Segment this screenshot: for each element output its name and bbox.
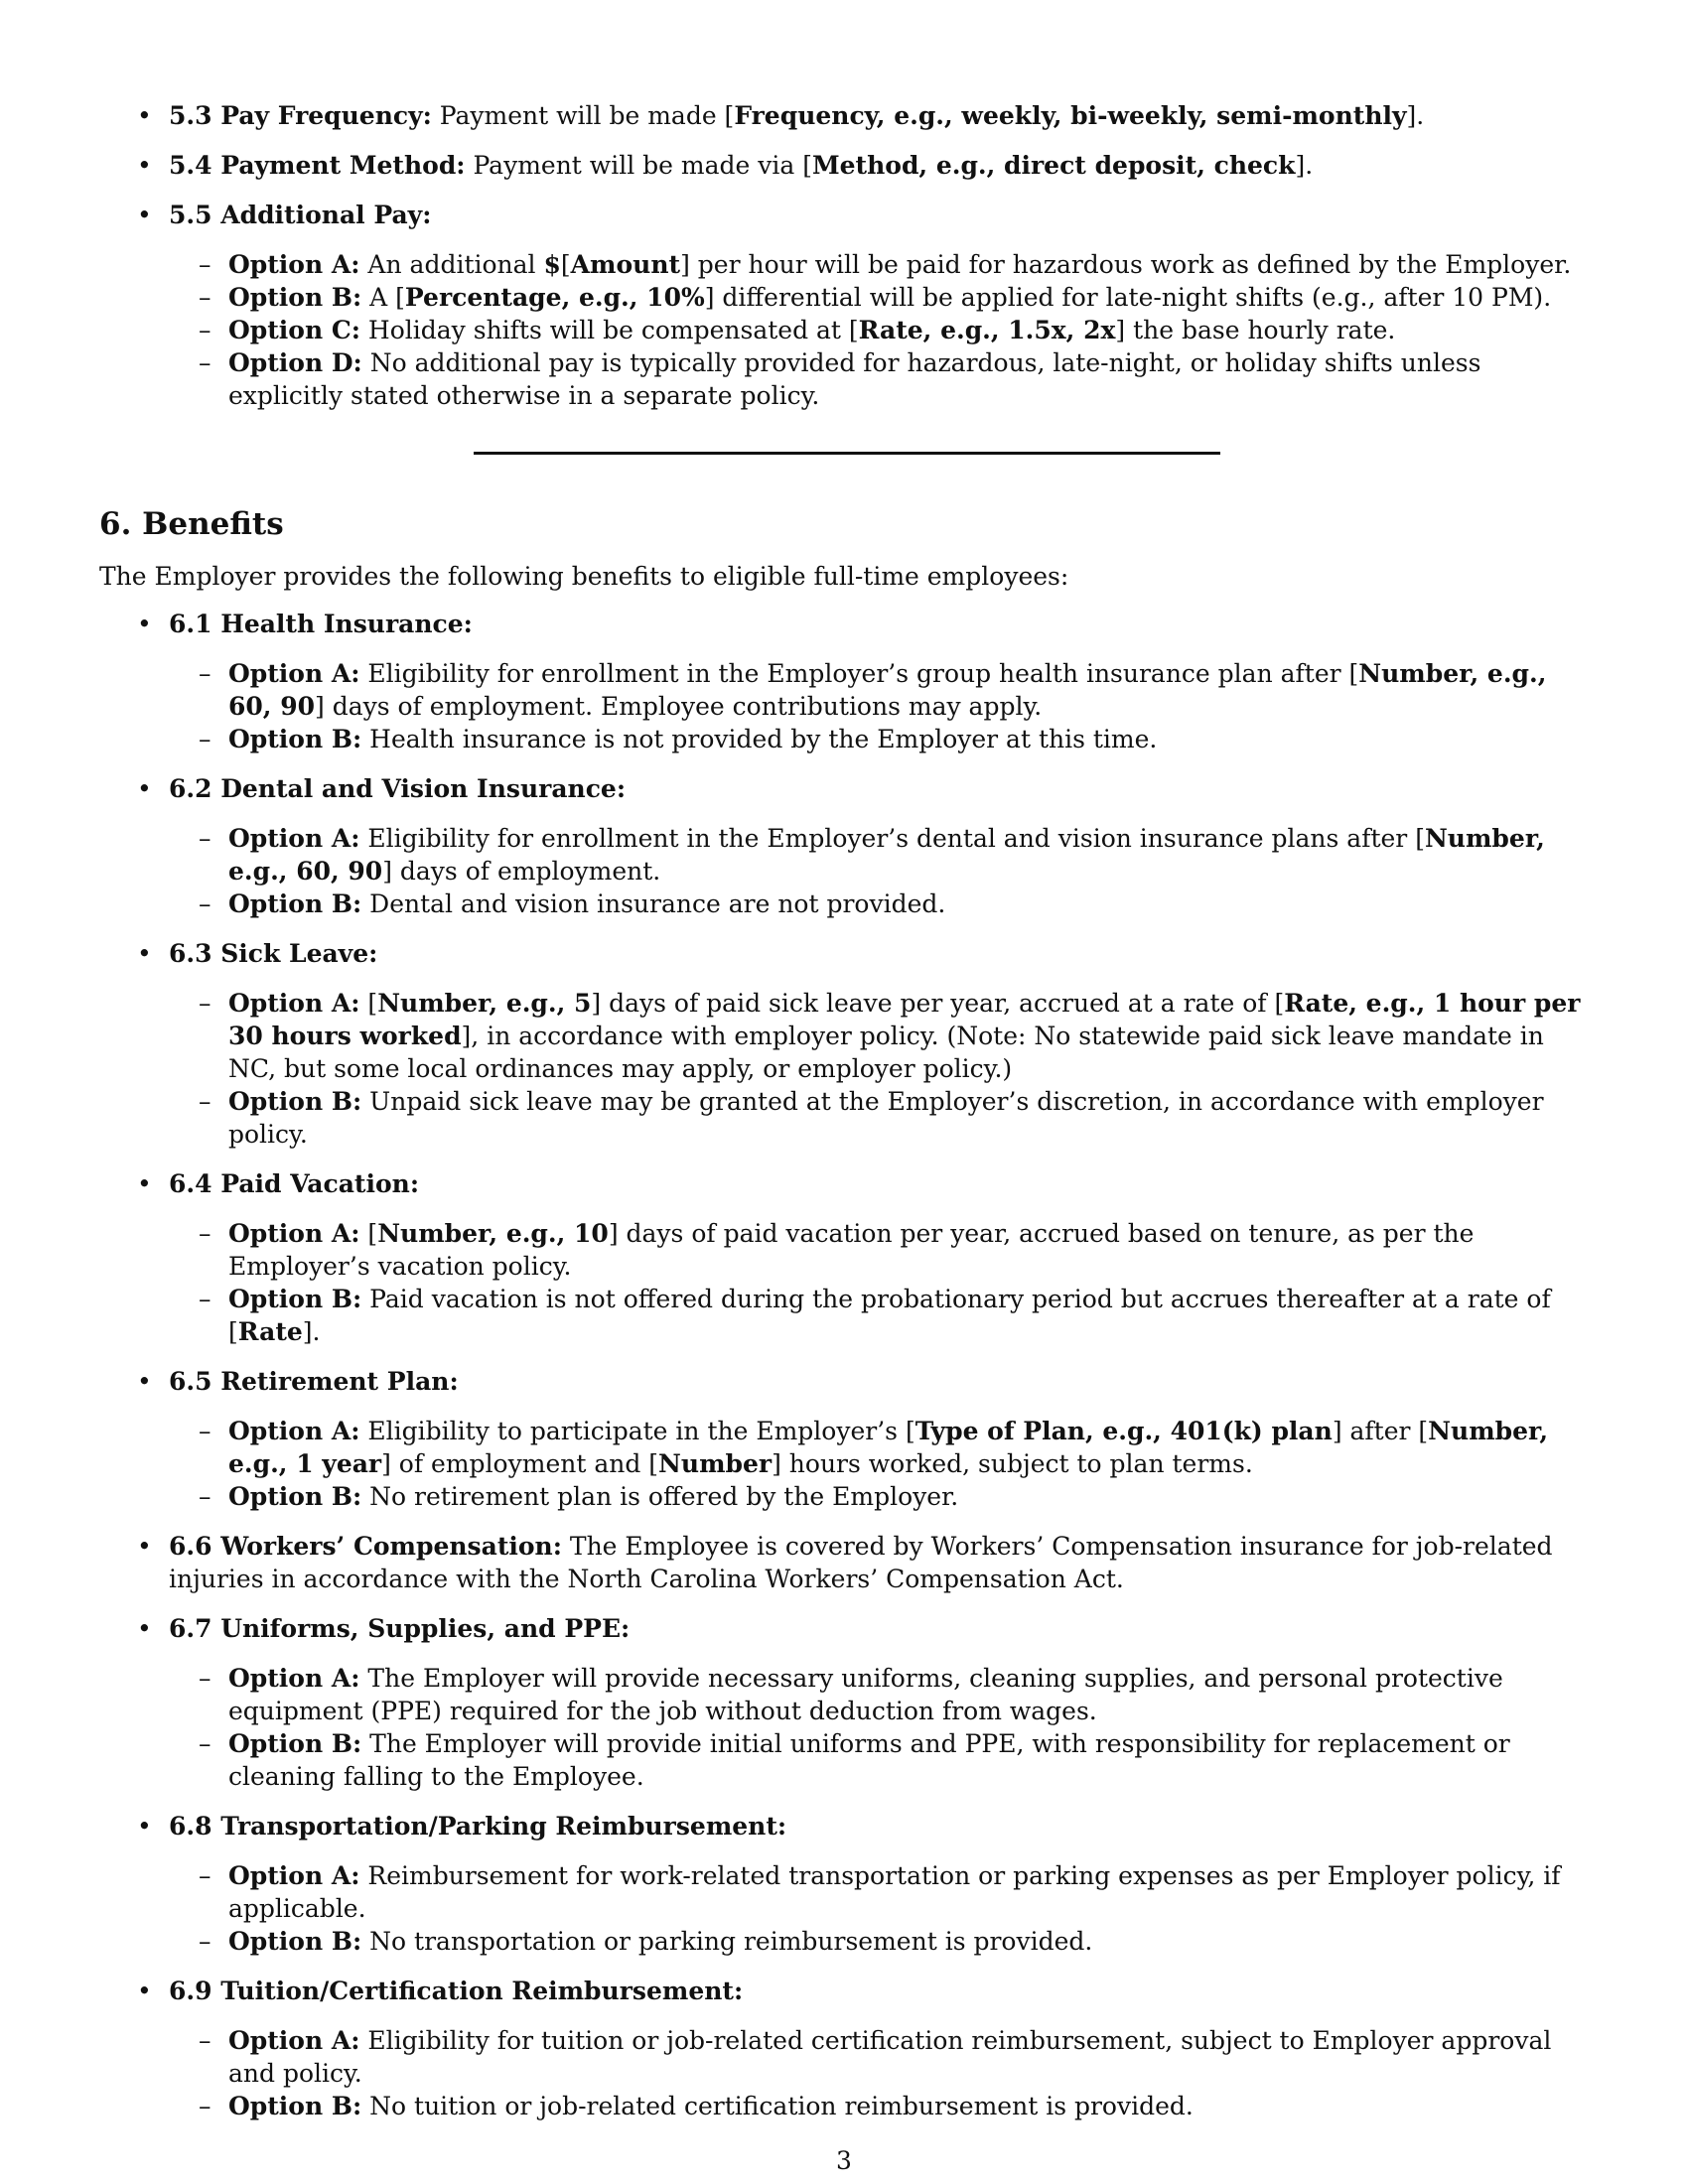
option-a: – Option A: The Employer will provide necessary uniforms, cleaning supplies, and personal protective equipment (PPE) required for the job without deduction from wages. <box>99 1662 1589 1727</box>
item-5-4: • 5.4 Payment Method: Payment will be made via [Method, e.g., direct deposit, check]. <box>99 149 1589 182</box>
item-6-7-options <box>169 1662 1589 1793</box>
option-d: – Option D: No additional pay is typically provided for hazardous, late-night, or holiday shifts unless explicitly stated otherwise in a separate policy. <box>99 346 1589 412</box>
item-5-3: • 5.3 Pay Frequency: Payment will be made [Frequency, e.g., weekly, bi-weekly, semi-monthly]. <box>99 99 1589 132</box>
option-a: – Option A: [Number, e.g., 10] days of paid vacation per year, accrued based on tenure, as per the Employer’s vacation policy. <box>99 1217 1589 1283</box>
section-6-list <box>99 608 1589 2122</box>
horizontal-rule <box>474 452 1220 455</box>
item-6-1: • 6.1 Health Insurance: – Option A: Eligibility for enrollment in the Employer’s group health insurance plan after [Number, e.g., 60, 90] days of employment. Employee contributions may apply. – Option B: Health insurance is not provided by the Employer at this time. <box>99 608 1589 755</box>
section-6-heading: 6. Benefits <box>99 506 284 542</box>
item-6-2-options <box>169 822 1589 920</box>
item-6-2: • 6.2 Dental and Vision Insurance: – Option A: Eligibility for enrollment in the Employer’s dental and vision insurance plans after [Number, e.g., 60, 90] days of employment. – Option B: Dental and vision insurance are not provided. <box>99 772 1589 920</box>
option-a: – Option A: Eligibility for tuition or job-related certification reimbursement, subject to Employer approval and policy. <box>99 2024 1589 2090</box>
option-b: – Option B: Paid vacation is not offered during the probationary period but accrues thereafter at a rate of [Rate]. <box>99 1283 1589 1348</box>
page-number: 3 <box>836 2146 852 2175</box>
item-6-1-options <box>169 657 1589 755</box>
item-6-5: • 6.5 Retirement Plan: – Option A: Eligibility to participate in the Employer’s [Type of Plan, e.g., 401(k) plan] after [Number, e.g., 1 year] of employment and [Number] hours worked, subject to plan terms. – Option B: No retirement plan is offered by the Employer. <box>99 1365 1589 1513</box>
item-6-9: • 6.9 Tuition/Certification Reimbursement: – Option A: Eligibility for tuition or job-related certification reimbursement, subject to Employer approval and policy. – Option B: No tuition or job-related certification reimbursement is provided. <box>99 1975 1589 2122</box>
document-page <box>99 99 1589 2139</box>
option-b: – Option B: Unpaid sick leave may be granted at the Employer’s discretion, in accordance with employer policy. <box>99 1085 1589 1151</box>
item-6-4-options <box>169 1217 1589 1348</box>
item-6-7: • 6.7 Uniforms, Supplies, and PPE: – Option A: The Employer will provide necessary uniforms, cleaning supplies, and personal protective equipment (PPE) required for the job without deduction from wages. – Option B: The Employer will provide initial uniforms and PPE, with responsibility for replacement or cleaning falling to the Employee. <box>99 1612 1589 1793</box>
item-5-5-options <box>169 248 1589 412</box>
item-6-3: • 6.3 Sick Leave: – Option A: [Number, e.g., 5] days of paid sick leave per year, accrued at a rate of [Rate, e.g., 1 hour per 30 hours worked], in accordance with employer policy. (Note: No statewide paid sick leave mandate in NC, but some local ordinances may apply, or employer policy.) – Option B: Unpaid sick leave may be granted at the Employer’s discretion, in accordance with employer policy. <box>99 937 1589 1151</box>
option-a: – Option A: Reimbursement for work-related transportation or parking expenses as per Employer policy, if applicable. <box>99 1859 1589 1925</box>
item-5-5: • 5.5 Additional Pay: – Option A: An additional $[Amount] per hour will be paid for hazardous work as defined by the Employer. – Option B: A [Percentage, e.g., 10%] differential will be applied for late-night shifts (e.g., after 10 PM). – Option C: Holiday shifts will be compensated at [Rate, e.g., 1.5x, 2x] the base hourly rate. – Option D: No additional pay is typically provided for hazardous, late-night, or holiday shifts unless explicitly stated otherwise in a separate policy. <box>99 199 1589 412</box>
option-b: – Option B: No retirement plan is offered by the Employer. <box>99 1480 1589 1513</box>
item-6-8-options <box>169 1859 1589 1958</box>
option-b: – Option B: The Employer will provide initial uniforms and PPE, with responsibility for replacement or cleaning falling to the Employee. <box>99 1727 1589 1793</box>
option-b: – Option B: No transportation or parking reimbursement is provided. <box>99 1925 1589 1958</box>
item-6-6: • 6.6 Workers’ Compensation: The Employee is covered by Workers’ Compensation insurance for job-related injuries in accordance with the North Carolina Workers’ Compensation Act. <box>99 1530 1589 1595</box>
option-b: – Option B: No tuition or job-related certification reimbursement is provided. <box>99 2090 1589 2122</box>
option-a: – Option A: Eligibility for enrollment in the Employer’s dental and vision insurance plans after [Number, e.g., 60, 90] days of employment. <box>99 822 1589 887</box>
option-a: – Option A: An additional $[Amount] per hour will be paid for hazardous work as defined by the Employer. <box>99 248 1589 281</box>
section-6-intro: The Employer provides the following benefits to eligible full-time employees: <box>99 562 1069 591</box>
option-b: – Option B: Health insurance is not provided by the Employer at this time. <box>99 723 1589 755</box>
item-6-5-options <box>169 1415 1589 1513</box>
item-6-9-options <box>169 2024 1589 2122</box>
option-a: – Option A: Eligibility for enrollment in the Employer’s group health insurance plan after [Number, e.g., 60, 90] days of employment. Employee contributions may apply. <box>99 657 1589 723</box>
section-5-list <box>99 99 1589 412</box>
item-6-8: • 6.8 Transportation/Parking Reimbursement: – Option A: Reimbursement for work-related transportation or parking expenses as per Employer policy, if applicable. – Option B: No transportation or parking reimbursement is provided. <box>99 1810 1589 1958</box>
option-a: – Option A: [Number, e.g., 5] days of paid sick leave per year, accrued at a rate of [Rate, e.g., 1 hour per 30 hours worked], in accordance with employer policy. (Note: No statewide paid sick leave mandate in NC, but some local ordinances may apply, or employer policy.) <box>99 987 1589 1085</box>
option-a: – Option A: Eligibility to participate in the Employer’s [Type of Plan, e.g., 401(k) plan] after [Number, e.g., 1 year] of employment and [Number] hours worked, subject to plan terms. <box>99 1415 1589 1480</box>
option-c: – Option C: Holiday shifts will be compensated at [Rate, e.g., 1.5x, 2x] the base hourly rate. <box>99 314 1589 346</box>
option-b: – Option B: Dental and vision insurance are not provided. <box>99 887 1589 920</box>
item-6-4: • 6.4 Paid Vacation: – Option A: [Number, e.g., 10] days of paid vacation per year, accrued based on tenure, as per the Employer’s vacation policy. – Option B: Paid vacation is not offered during the probationary period but accrues thereafter at a rate of [Rate]. <box>99 1167 1589 1348</box>
option-b: – Option B: A [Percentage, e.g., 10%] differential will be applied for late-night shifts (e.g., after 10 PM). <box>99 281 1589 314</box>
item-6-3-options <box>169 987 1589 1151</box>
